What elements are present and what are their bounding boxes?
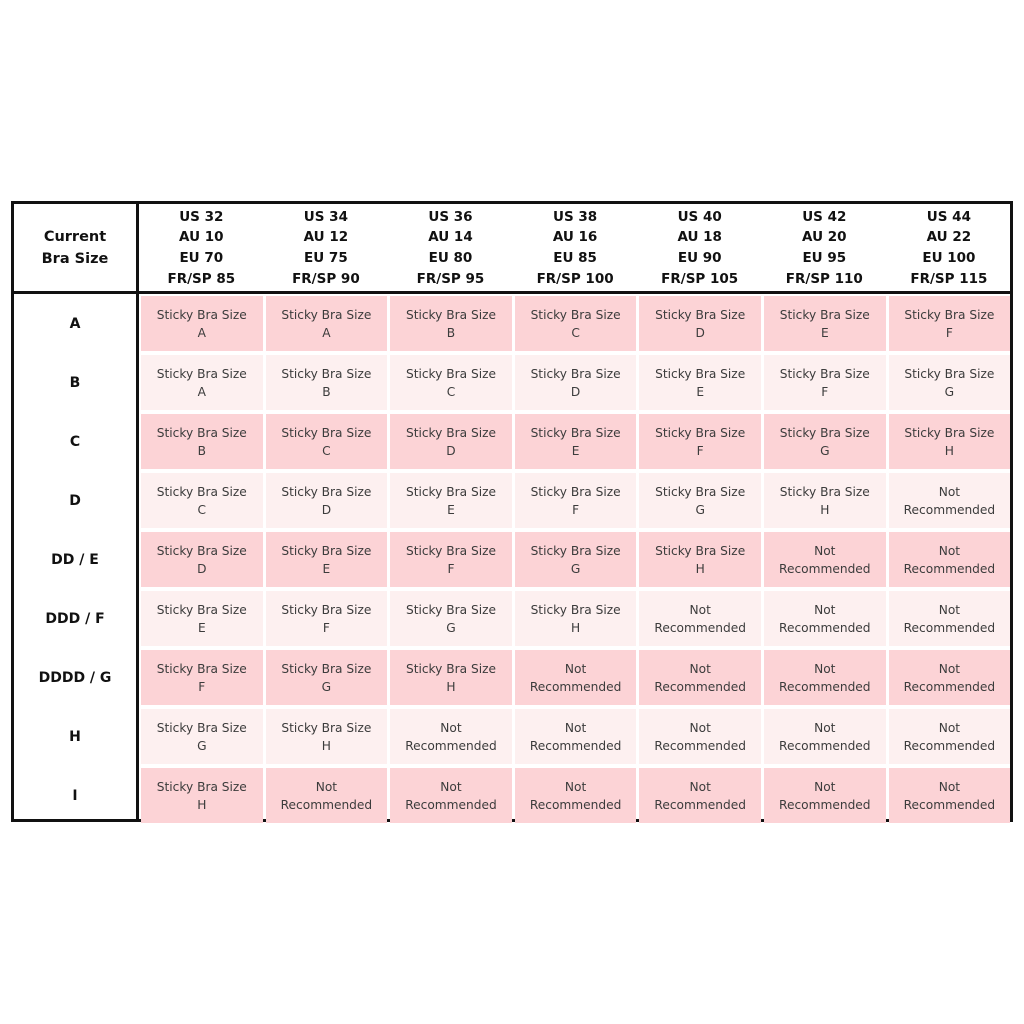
size-cell bbox=[390, 355, 512, 410]
cell-line-1: Sticky Bra Size bbox=[530, 543, 621, 558]
column-header-eu: EU 70 bbox=[179, 250, 224, 266]
column-header-us: US 32 bbox=[179, 208, 224, 225]
size-cell bbox=[141, 768, 263, 823]
cell-line-1: Not bbox=[938, 543, 961, 558]
cell-line-2: Recommended bbox=[529, 738, 622, 753]
size-cell bbox=[141, 532, 263, 587]
cell-line-2: Recommended bbox=[529, 797, 622, 812]
size-cell bbox=[266, 532, 388, 587]
size-cell bbox=[515, 650, 637, 705]
column-header-au: AU 14 bbox=[428, 229, 473, 246]
cell-line-2: Recommended bbox=[779, 620, 871, 635]
cell-line-1: Sticky Bra Size bbox=[655, 543, 746, 558]
size-cell bbox=[639, 591, 761, 646]
size-cell bbox=[515, 473, 637, 528]
cell-line-2: H bbox=[571, 620, 581, 635]
size-cell bbox=[515, 296, 637, 351]
cell-line-2: Recommended bbox=[654, 797, 746, 812]
cell-line-1: Sticky Bra Size bbox=[281, 484, 372, 499]
size-cell bbox=[390, 473, 512, 528]
size-cell bbox=[639, 355, 761, 410]
column-header bbox=[513, 206, 638, 290]
cell-line-1: Not bbox=[689, 661, 711, 676]
column-header-au: AU 18 bbox=[677, 229, 722, 246]
size-cell bbox=[141, 650, 263, 705]
size-chart bbox=[11, 201, 1013, 822]
size-cell bbox=[266, 414, 388, 469]
cell-line-1: Sticky Bra Size bbox=[156, 307, 247, 322]
cell-line-1: Not bbox=[564, 779, 587, 794]
cell-line-2: D bbox=[321, 502, 332, 517]
size-cell bbox=[889, 591, 1011, 646]
column-header bbox=[887, 206, 1012, 290]
size-cell bbox=[889, 414, 1011, 469]
column-header-frsp: FR/SP 85 bbox=[167, 270, 236, 287]
cell-line-1: Sticky Bra Size bbox=[405, 307, 496, 322]
cell-line-2: Recommended bbox=[903, 561, 996, 576]
size-cell bbox=[889, 709, 1011, 764]
column-header-eu: EU 90 bbox=[677, 250, 722, 266]
cell-line-1: Sticky Bra Size bbox=[530, 366, 621, 381]
cell-line-2: E bbox=[696, 384, 705, 399]
cell-line-2: C bbox=[322, 443, 331, 458]
size-cell bbox=[515, 591, 637, 646]
cell-line-1: Not bbox=[938, 602, 961, 617]
cell-line-1: Not bbox=[315, 779, 338, 794]
cell-line-2: Recommended bbox=[903, 502, 996, 517]
cell-line-2: Recommended bbox=[654, 738, 746, 753]
column-header-us: US 40 bbox=[677, 208, 722, 225]
cell-line-1: Sticky Bra Size bbox=[156, 366, 247, 381]
cell-line-1: Sticky Bra Size bbox=[281, 661, 372, 676]
cell-line-1: Sticky Bra Size bbox=[156, 720, 247, 735]
cell-line-2: D bbox=[695, 325, 705, 340]
cell-line-2: E bbox=[322, 561, 331, 576]
size-cell bbox=[764, 355, 886, 410]
column-header-us: US 36 bbox=[428, 208, 473, 225]
cell-line-2: Recommended bbox=[280, 797, 373, 812]
cell-line-1: Not bbox=[564, 661, 587, 676]
cell-line-2: D bbox=[570, 384, 581, 399]
cell-line-1: Not bbox=[440, 779, 462, 794]
column-header-frsp: FR/SP 110 bbox=[785, 270, 863, 287]
header-row bbox=[14, 204, 1010, 294]
size-cell bbox=[764, 532, 886, 587]
column-header-frsp: FR/SP 90 bbox=[292, 270, 360, 287]
cell-line-1: Not bbox=[938, 720, 961, 735]
vertical-divider bbox=[136, 204, 139, 819]
cell-line-2: H bbox=[446, 679, 456, 694]
size-cell bbox=[639, 296, 761, 351]
cell-line-2: Recommended bbox=[529, 679, 622, 694]
size-cell bbox=[515, 532, 637, 587]
cell-line-2: Recommended bbox=[654, 679, 746, 694]
size-cell bbox=[764, 473, 886, 528]
cell-line-1: Sticky Bra Size bbox=[405, 484, 496, 499]
size-cell bbox=[639, 709, 761, 764]
cell-line-1: Sticky Bra Size bbox=[530, 425, 621, 440]
cell-line-1: Sticky Bra Size bbox=[281, 543, 372, 558]
size-cell bbox=[141, 473, 263, 528]
cell-line-2: H bbox=[944, 443, 954, 458]
cell-line-2: F bbox=[821, 384, 829, 399]
row-label: B bbox=[69, 374, 81, 391]
cell-line-1: Sticky Bra Size bbox=[156, 661, 247, 676]
cell-line-2: G bbox=[197, 738, 207, 753]
cell-line-2: H bbox=[321, 738, 331, 753]
cell-line-2: Recommended bbox=[779, 797, 871, 812]
row-label: DD / E bbox=[51, 551, 99, 568]
size-cell bbox=[764, 296, 886, 351]
column-header-frsp: FR/SP 100 bbox=[536, 270, 614, 287]
cell-line-2: A bbox=[322, 325, 331, 340]
cell-line-1: Not bbox=[440, 720, 462, 735]
size-cell bbox=[141, 709, 263, 764]
size-cell bbox=[889, 532, 1011, 587]
cell-line-1: Not bbox=[938, 779, 961, 794]
cell-line-1: Sticky Bra Size bbox=[655, 484, 746, 499]
size-cell bbox=[266, 709, 388, 764]
size-cell bbox=[764, 709, 886, 764]
cell-line-2: Recommended bbox=[903, 679, 996, 694]
size-cell bbox=[266, 355, 388, 410]
cell-line-2: G bbox=[321, 679, 332, 694]
column-header-us: US 34 bbox=[303, 208, 348, 225]
size-cell bbox=[889, 296, 1011, 351]
size-cell bbox=[266, 473, 388, 528]
size-cell bbox=[889, 355, 1011, 410]
column-header-frsp: FR/SP 115 bbox=[910, 270, 988, 287]
cell-line-1: Sticky Bra Size bbox=[904, 425, 995, 440]
cell-line-2: B bbox=[197, 443, 206, 458]
cell-line-1: Sticky Bra Size bbox=[281, 307, 372, 322]
row-label: C bbox=[69, 433, 81, 450]
cell-line-1: Sticky Bra Size bbox=[655, 307, 746, 322]
cell-line-1: Sticky Bra Size bbox=[655, 366, 746, 381]
cell-line-2: C bbox=[197, 502, 207, 517]
cell-line-2: C bbox=[571, 325, 580, 340]
cell-line-2: H bbox=[820, 502, 830, 517]
size-cell bbox=[764, 768, 886, 823]
size-cell bbox=[390, 650, 512, 705]
cell-line-2: Recommended bbox=[779, 561, 871, 576]
size-cell bbox=[889, 768, 1011, 823]
size-cell bbox=[141, 296, 263, 351]
column-header-eu: EU 100 bbox=[922, 250, 976, 266]
cell-line-1: Sticky Bra Size bbox=[281, 602, 372, 617]
cell-line-1: Sticky Bra Size bbox=[779, 484, 870, 499]
row-label: I bbox=[72, 787, 78, 804]
size-cell bbox=[390, 768, 512, 823]
size-cell bbox=[390, 296, 512, 351]
column-header-au: AU 12 bbox=[303, 229, 349, 246]
cell-line-2: F bbox=[198, 679, 206, 694]
corner-line-2: Bra Size bbox=[41, 250, 109, 267]
row-label: D bbox=[69, 492, 81, 509]
column-header-au: AU 16 bbox=[552, 229, 598, 246]
size-cell bbox=[515, 355, 637, 410]
cell-line-1: Not bbox=[814, 720, 836, 735]
size-cell bbox=[515, 768, 637, 823]
column-header-frsp: FR/SP 105 bbox=[661, 270, 739, 287]
cell-line-2: B bbox=[446, 325, 456, 340]
column-header bbox=[264, 206, 389, 290]
size-cell bbox=[141, 355, 263, 410]
cell-line-2: Recommended bbox=[405, 797, 497, 812]
cell-line-2: Recommended bbox=[779, 679, 871, 694]
cell-line-2: G bbox=[820, 443, 830, 458]
size-cell bbox=[889, 650, 1011, 705]
cell-line-2: E bbox=[571, 443, 580, 458]
cell-line-2: E bbox=[820, 325, 829, 340]
size-cell bbox=[266, 591, 388, 646]
size-cell bbox=[266, 296, 388, 351]
size-cell bbox=[390, 709, 512, 764]
cell-line-1: Sticky Bra Size bbox=[530, 484, 621, 499]
column-header-au: AU 10 bbox=[179, 229, 224, 246]
column-header-us: US 38 bbox=[553, 208, 598, 225]
size-cell bbox=[390, 591, 512, 646]
cell-line-2: E bbox=[197, 620, 206, 635]
cell-line-1: Sticky Bra Size bbox=[156, 543, 247, 558]
size-cell bbox=[764, 414, 886, 469]
cell-line-2: E bbox=[447, 502, 455, 517]
cell-line-1: Not bbox=[689, 779, 711, 794]
cell-line-1: Sticky Bra Size bbox=[530, 307, 621, 322]
cell-line-2: Recommended bbox=[779, 738, 871, 753]
cell-line-1: Sticky Bra Size bbox=[156, 602, 247, 617]
size-cell bbox=[639, 532, 761, 587]
cell-line-2: B bbox=[322, 384, 331, 399]
size-cell bbox=[515, 414, 637, 469]
cell-line-1: Sticky Bra Size bbox=[405, 602, 496, 617]
size-cell bbox=[639, 414, 761, 469]
size-cell bbox=[515, 709, 637, 764]
column-header bbox=[762, 206, 887, 290]
cell-line-2: D bbox=[197, 561, 207, 576]
cell-line-1: Sticky Bra Size bbox=[530, 602, 621, 617]
cell-line-1: Not bbox=[814, 661, 836, 676]
cell-line-1: Not bbox=[814, 602, 836, 617]
cell-line-1: Sticky Bra Size bbox=[405, 661, 496, 676]
cell-line-1: Not bbox=[689, 602, 711, 617]
size-cell bbox=[390, 414, 512, 469]
column-header-eu: EU 85 bbox=[553, 250, 597, 266]
size-cell bbox=[764, 591, 886, 646]
size-cell bbox=[390, 532, 512, 587]
cell-line-1: Sticky Bra Size bbox=[655, 425, 746, 440]
row-label: H bbox=[69, 728, 81, 745]
cell-line-1: Not bbox=[689, 720, 711, 735]
size-cell bbox=[639, 650, 761, 705]
size-cell bbox=[889, 473, 1011, 528]
column-header bbox=[139, 206, 264, 290]
cell-line-1: Sticky Bra Size bbox=[405, 543, 496, 558]
row-label: DDDD / G bbox=[38, 669, 112, 686]
cell-line-2: F bbox=[447, 561, 455, 576]
size-cell bbox=[764, 650, 886, 705]
corner-line-1: Current bbox=[43, 228, 107, 245]
column-header-frsp: FR/SP 95 bbox=[416, 270, 485, 287]
cell-line-1: Not bbox=[564, 720, 587, 735]
cell-line-1: Sticky Bra Size bbox=[281, 425, 372, 440]
cell-line-2: G bbox=[695, 502, 705, 517]
size-cell bbox=[639, 473, 761, 528]
column-header-au: AU 20 bbox=[802, 229, 847, 246]
cell-line-2: F bbox=[696, 443, 704, 458]
cell-line-1: Not bbox=[814, 779, 836, 794]
column-header-eu: EU 75 bbox=[304, 250, 348, 266]
cell-line-2: D bbox=[446, 443, 456, 458]
cell-line-2: Recommended bbox=[903, 797, 996, 812]
cell-line-2: Recommended bbox=[903, 738, 996, 753]
cell-line-1: Not bbox=[938, 661, 961, 676]
cell-line-1: Sticky Bra Size bbox=[779, 307, 870, 322]
column-header-eu: EU 80 bbox=[428, 250, 473, 266]
column-header-au: AU 22 bbox=[926, 229, 972, 246]
cell-line-1: Sticky Bra Size bbox=[156, 779, 247, 794]
column-header bbox=[388, 206, 513, 290]
column-header bbox=[637, 206, 762, 290]
cell-line-1: Not bbox=[938, 484, 961, 499]
cell-line-2: F bbox=[572, 502, 580, 517]
cell-line-1: Sticky Bra Size bbox=[281, 366, 372, 381]
row-label: DDD / F bbox=[45, 610, 105, 627]
cell-line-2: A bbox=[197, 384, 206, 399]
cell-line-2: F bbox=[322, 620, 330, 635]
cell-line-1: Sticky Bra Size bbox=[156, 484, 247, 499]
cell-line-2: G bbox=[944, 384, 955, 399]
size-cell bbox=[141, 414, 263, 469]
column-header-us: US 42 bbox=[802, 208, 847, 225]
cell-line-2: G bbox=[446, 620, 456, 635]
cell-line-1: Sticky Bra Size bbox=[281, 720, 372, 735]
cell-line-1: Sticky Bra Size bbox=[904, 307, 995, 322]
size-cell bbox=[266, 768, 388, 823]
size-cell bbox=[639, 768, 761, 823]
cell-line-1: Sticky Bra Size bbox=[904, 366, 995, 381]
cell-line-2: Recommended bbox=[405, 738, 497, 753]
row-label: A bbox=[69, 315, 81, 332]
cell-line-1: Sticky Bra Size bbox=[405, 366, 496, 381]
cell-line-1: Sticky Bra Size bbox=[779, 425, 870, 440]
cell-line-2: A bbox=[197, 325, 206, 340]
cell-line-1: Not bbox=[814, 543, 836, 558]
current-bra-size-header bbox=[14, 204, 136, 291]
cell-line-1: Sticky Bra Size bbox=[779, 366, 870, 381]
cell-line-2: H bbox=[695, 561, 705, 576]
size-cell bbox=[141, 591, 263, 646]
cell-line-2: F bbox=[945, 325, 953, 340]
column-header-eu: EU 95 bbox=[802, 250, 847, 266]
cell-line-2: Recommended bbox=[654, 620, 746, 635]
cell-line-2: G bbox=[570, 561, 581, 576]
cell-line-1: Sticky Bra Size bbox=[156, 425, 247, 440]
cell-line-2: H bbox=[197, 797, 207, 812]
size-cell bbox=[266, 650, 388, 705]
column-header-us: US 44 bbox=[926, 208, 971, 225]
cell-line-1: Sticky Bra Size bbox=[405, 425, 496, 440]
cell-line-2: Recommended bbox=[903, 620, 996, 635]
cell-line-2: C bbox=[446, 384, 456, 399]
